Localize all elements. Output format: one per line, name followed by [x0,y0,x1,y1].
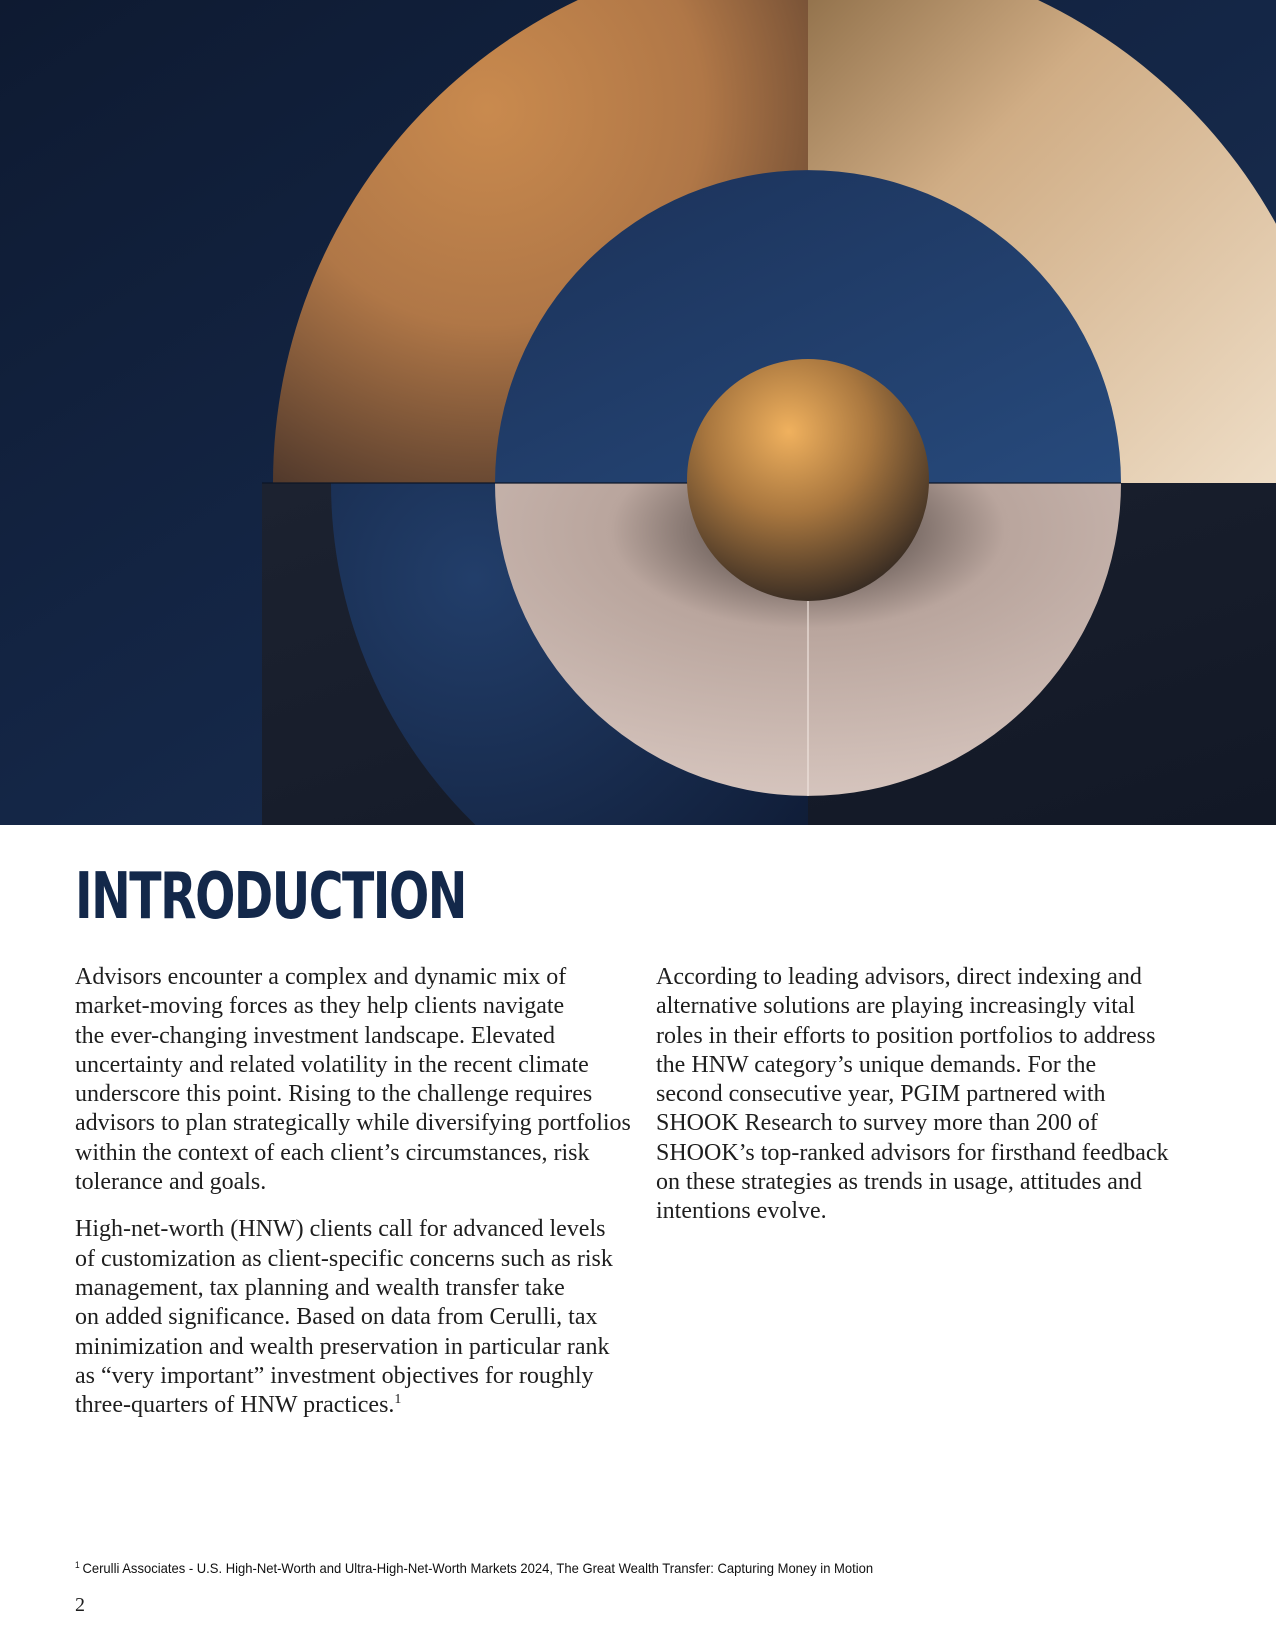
text-line: roles in their efforts to position portfolios to address [656,1022,1156,1049]
text-line: management, tax planning and wealth transfer take [75,1274,565,1301]
text-line [75,1391,635,1420]
text-line: tolerance and goals. [75,1169,267,1196]
text-line: second consecutive year, PGIM partnered with [656,1081,1106,1108]
text-line: underscore this point. Rising to the challenge requires [75,1081,593,1108]
text-line: minimization and wealth preservation in particular rank [75,1333,610,1360]
gold-sphere [687,359,929,601]
page-title: INTRODUCTION [75,860,466,934]
intro-paragraph-2 [75,1215,635,1420]
text-line: advisors to plan strategically while diversifying portfolios [75,1110,631,1137]
text-line: on added significance. Based on data from Cerulli, tax [75,1304,598,1331]
text-line: Advisors encounter a complex and dynamic mix of [75,964,567,990]
text-line: within the context of each client’s circumstances, risk [75,1139,590,1166]
text-line: on these strategies as trends in usage, attitudes and [656,1169,1142,1196]
footnote-text: Cerulli Associates - U.S. High-Net-Worth and Ultra-High-Net-Worth Markets 2024, The Great Wealth Transfer: Capturing Money in Motion [82,1560,874,1576]
text-line: uncertainty and related volatility in the recent climate [75,1051,589,1078]
footnote-reference[interactable]: 1 [394,1392,402,1408]
text-line: SHOOK’s top-ranked advisors for firsthand feedback [656,1139,1169,1166]
left-column [75,963,635,1438]
text-line: of customization as client-specific concerns such as risk [75,1245,613,1272]
footnote-marker: 1 [75,1560,80,1570]
text-line: as “very important” investment objectives for roughly [75,1362,594,1389]
text-line: SHOOK Research to survey more than 200 of [656,1110,1098,1137]
text-line: alternative solutions are playing increasingly vital [656,993,1136,1020]
text-line: intentions evolve. [656,1198,827,1225]
page-number: 2 [75,1594,85,1616]
intro-paragraph-3 [656,963,1201,1227]
right-column [656,963,1201,1245]
abstract-circles-artwork [0,0,1276,825]
footnote [75,1560,873,1576]
text-line: the HNW category’s unique demands. For the [656,1051,1097,1078]
text-line: market-moving forces as they help clients navigate [75,993,565,1020]
text-line-content: three-quarters of HNW practices. [75,1392,395,1419]
text-line: the ever-changing investment landscape. Elevated [75,1022,555,1049]
text-line: High-net-worth (HNW) clients call for advanced levels [75,1216,606,1243]
text-line: According to leading advisors, direct indexing and [656,964,1142,990]
intro-paragraph-1 [75,963,635,1197]
hero-image [0,0,1276,825]
